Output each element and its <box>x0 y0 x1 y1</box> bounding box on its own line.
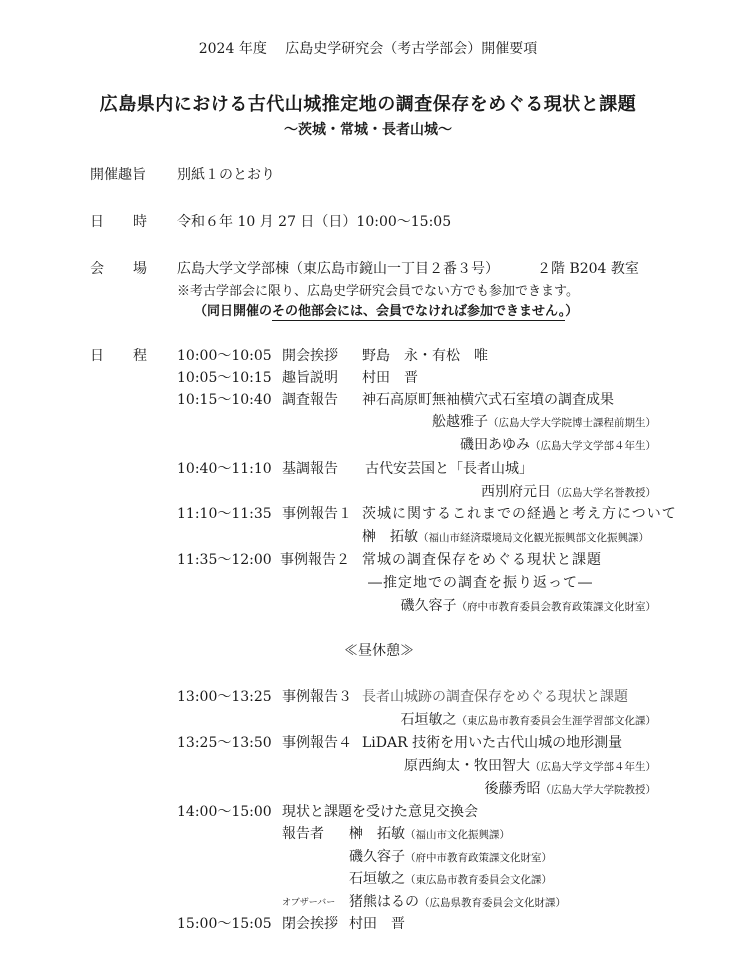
purpose-label: 開催趣旨 <box>90 167 146 183</box>
reporter-name: 磯久容子 <box>349 849 405 865</box>
speaker-affiliation: （広島大学名誉教授） <box>551 487 656 499</box>
lunch-break: ≪昼休憩≫ <box>344 643 414 659</box>
schedule-kind: 事例報告３ <box>282 689 352 705</box>
schedule-topic: 神石高原町無袖横穴式石室墳の調査成果 <box>362 392 614 408</box>
observer-label: オブザーバー <box>282 898 336 908</box>
document-header: 2024 年度 広島史学研究会（考古学部会）開催要項 <box>198 41 538 57</box>
venue-note: ※考古学部会に限り、広島史学研究会員でない方でも参加できます。 <box>177 284 579 299</box>
schedule-kind: 事例報告１ <box>282 506 352 522</box>
schedule-subtopic: ―推定地での調査を振り返って― <box>368 575 593 591</box>
schedule-time: 11:35～12:00 <box>177 552 272 568</box>
schedule-kind: 事例報告２ <box>280 552 350 568</box>
schedule-time: 11:10～11:35 <box>177 506 272 522</box>
venue-note-underlined: その他部会には、会員でなければ参加できません。 <box>272 304 566 319</box>
reporter <box>349 846 552 866</box>
schedule-topic: 村田 晋 <box>362 370 418 386</box>
schedule-time: 13:25～13:50 <box>177 735 272 751</box>
schedule-kind: 趣旨説明 <box>282 370 338 386</box>
schedule-time: 13:00～13:25 <box>177 689 272 705</box>
schedule-time: 10:00～10:05 <box>177 348 272 364</box>
speaker <box>404 755 656 775</box>
speaker-affiliation: （広島大学文学部４年生） <box>530 761 656 773</box>
schedule-topic: 野島 永・有松 唯 <box>362 348 488 364</box>
document-subtitle: ～茨城・常城・長者山城～ <box>284 122 452 138</box>
speaker-name: 後藤秀昭 <box>484 781 541 797</box>
speaker <box>362 526 649 546</box>
schedule-label-1: 日 <box>90 348 104 364</box>
schedule-kind: 閉会挨拶 <box>282 916 338 932</box>
schedule-time: 10:05～10:15 <box>177 370 272 386</box>
speaker-affiliation: （東広島市教育委員会生涯学習部文化課） <box>456 715 656 727</box>
speaker <box>401 595 657 615</box>
schedule-kind: 事例報告４ <box>282 735 352 751</box>
speaker-affiliation: （府中市教育委員会教育政策課文化財室） <box>456 601 656 613</box>
schedule-kind: 基調報告 <box>282 461 338 477</box>
reporter-affiliation: （府中市教育政策課文化財室） <box>405 852 552 864</box>
observer-affiliation: （広島県教育委員会文化財課） <box>419 897 566 909</box>
speaker-affiliation: （福山市経済環境局文化観光振興部文化振興課） <box>418 532 649 544</box>
schedule-kind: 調査報告 <box>282 392 338 408</box>
speaker <box>432 411 656 431</box>
observer-name: 猪熊はるの <box>349 894 419 910</box>
reporter-name: 榊 拓敏 <box>349 826 405 842</box>
document-title: 広島県内における古代山城推定地の調査保存をめぐる現状と課題 <box>99 94 637 115</box>
schedule-time: 10:15～10:40 <box>177 392 272 408</box>
purpose-value: 別紙１のとおり <box>177 167 275 183</box>
schedule-topic: 茨城に関するこれまでの経過と考え方について <box>362 506 677 522</box>
schedule-topic: LiDAR 技術を用いた古代山城の地形測量 <box>362 735 623 751</box>
schedule-kind: 開会挨拶 <box>282 348 338 364</box>
schedule-label-2: 程 <box>133 348 147 364</box>
reporter-affiliation: （東広島市教育委員会文化課） <box>405 874 552 886</box>
schedule-kind: 現状と課題を受けた意見交換会 <box>282 804 478 820</box>
reporters-label: 報告者 <box>282 826 324 842</box>
speaker-name: 磯田あゆみ <box>460 437 530 453</box>
schedule-time: 14:00～15:00 <box>177 804 272 820</box>
speaker-affiliation: （広島大学大学院教授） <box>540 784 656 796</box>
venue-label-2: 場 <box>133 261 147 277</box>
speaker-name: 磯久容子 <box>400 598 457 614</box>
speaker <box>401 709 657 729</box>
schedule-topic: 古代安芸国と「長者山城」 <box>365 461 533 477</box>
schedule-topic: 村田 晋 <box>349 916 405 932</box>
speaker <box>485 778 657 798</box>
venue-note-restriction <box>194 300 578 319</box>
speaker <box>481 481 656 501</box>
speaker-affiliation: （広島大学文学部４年生） <box>530 440 656 452</box>
schedule-time: 15:00～15:05 <box>177 916 272 932</box>
speaker-name: 原西絢太・牧田智大 <box>404 758 530 774</box>
reporter-name: 石垣敏之 <box>349 871 405 887</box>
speaker-name: 西別府元日 <box>481 484 551 500</box>
speaker-affiliation: （広島大学大学院博士課程前期生） <box>488 417 656 429</box>
speaker <box>460 434 656 454</box>
venue-label-1: 会 <box>90 261 104 277</box>
reporter <box>349 823 510 843</box>
reporter-affiliation: （福山市文化振興課） <box>405 829 510 841</box>
reporter <box>349 868 552 888</box>
speaker-name: 舩越雅子 <box>432 414 488 430</box>
venue-note-suffix: ） <box>565 304 579 319</box>
venue-room: ２階 B204 教室 <box>537 261 639 277</box>
date-value: 令和６年 10 月 27 日（日）10:00～15:05 <box>177 214 452 230</box>
schedule-topic: 長者山城跡の調査保存をめぐる現状と課題 <box>362 689 628 705</box>
date-label-2: 時 <box>133 214 147 230</box>
schedule-time: 10:40～11:10 <box>177 461 272 477</box>
speaker-name: 石垣敏之 <box>400 712 457 728</box>
venue-value: 広島大学文学部棟（東広島市鏡山一丁目２番３号） <box>177 261 499 277</box>
venue-note-prefix: （同日開催の <box>194 304 273 319</box>
date-label-1: 日 <box>90 214 104 230</box>
speaker-name: 榊 拓敏 <box>362 529 418 545</box>
schedule-topic: 常城の調査保存をめぐる現状と課題 <box>362 552 602 568</box>
observer <box>349 891 566 911</box>
